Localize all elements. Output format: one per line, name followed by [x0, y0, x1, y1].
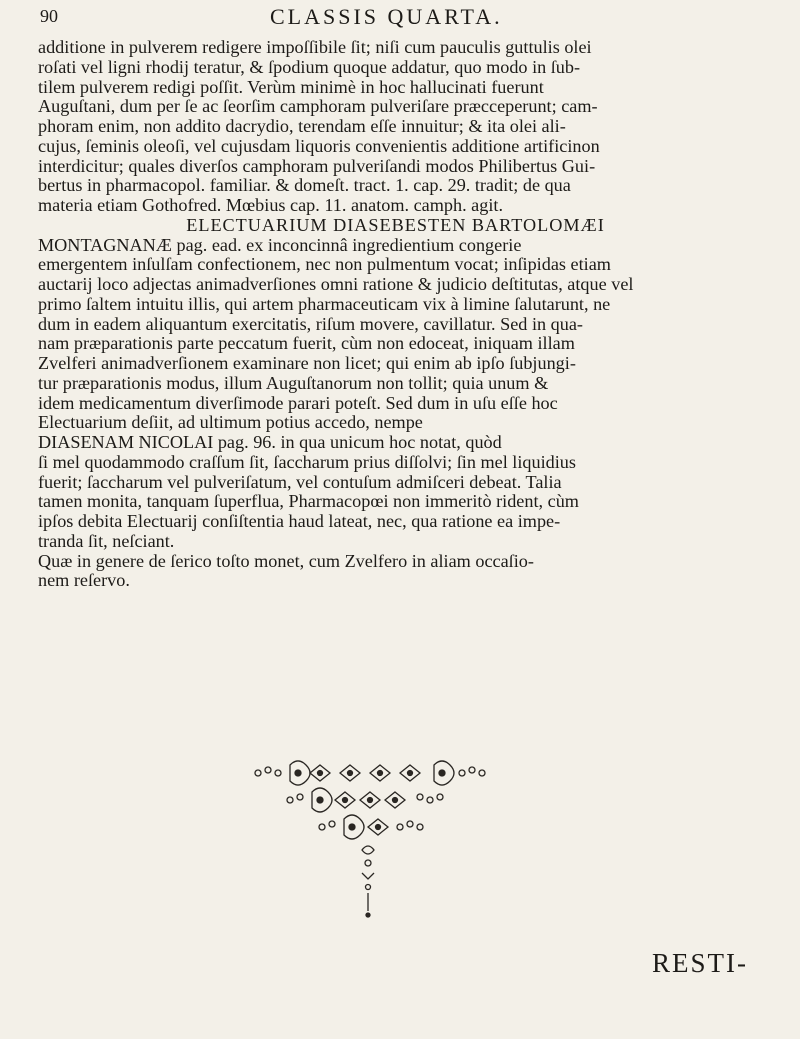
- text-line: Auguſtani, dum per ſe ac ſeorſim camphoram pulveriſare præcceperunt; cam-: [38, 97, 598, 117]
- text-line: Quæ in genere de ſerico toſto monet, cum Zvelfero in aliam occaſio-: [38, 551, 534, 571]
- text-line: tranda ſit, neſciant.: [38, 531, 175, 551]
- text-line: ſi mel quodammodo craſſum ſit, ſaccharum prius diſſolvi; ſin mel liquidius: [38, 452, 576, 472]
- text-line: ipſos debita Electuarij conſiſtentia haud lateat, nec, qua ratione ea impe-: [38, 512, 561, 531]
- page-header: [40, 4, 760, 38]
- tailpiece-ornament: [240, 755, 500, 930]
- text-line: Electuarium deſiit, ad ultimum potius accedo, nempe: [38, 413, 423, 433]
- text-line: interdicitur; quales diverſos camphoram pulveriſandi modos Philibertus Gui-: [38, 156, 596, 176]
- text-line: auctarij loco adjectas animadverſiones omni ratione & judicio deſtitutas, atque vel: [38, 275, 634, 294]
- page-number: 90: [40, 6, 58, 26]
- text-line: tamen monita, tanquam ſuperflua, Pharmacopœi non immeritò rident, cùm: [38, 492, 579, 512]
- ornament-row-lower: [319, 815, 423, 839]
- text-line: fuerit; ſaccharum vel pulveriſatum, vel contuſum admiſceri debeat. Talia: [38, 472, 562, 492]
- catchword: RESTI-: [652, 948, 748, 978]
- text-line: Zvelferi animadverſionem examinare non licet; qui enim ab ipſo ſubjungi-: [38, 354, 576, 373]
- text-line: cujus, ſeminis oleoſi, vel cujusdam liquoris convenientis additione artificinon: [38, 136, 600, 156]
- ornament-row-middle: [287, 788, 443, 812]
- text-line: roſati vel ligni rhodij teratur, & ſpodium quoque addatur, quo modo in ſub-: [38, 57, 581, 77]
- text-line: MONTAGNANÆ pag. ead. ex inconcinnâ ingredientium congerie: [38, 235, 522, 255]
- text-line: materia etiam Gothofred. Mœbius cap. 11. anatom. camph. agit.: [38, 196, 503, 215]
- text-line: DIASENAM NICOLAI pag. 96. in qua unicum hoc notat, quòd: [38, 433, 502, 452]
- text-line: nem reſervo.: [38, 571, 130, 591]
- text-line: idem medicamentum diverſimode parari poteſt. Sed dum in uſu eſſe hoc: [38, 393, 558, 413]
- text-line: tilem pulverem redigi poſſit. Verùm minimè in hoc hallucinati fuerunt: [38, 77, 544, 97]
- text-line: dum in eadem aliquantum exercitatis, riſum movere, cavillatur. Sed in qua-: [38, 314, 583, 334]
- text-line: additione in pulverem redigere impoſſibile ſit; niſi cum pauculis guttulis olei: [38, 38, 592, 57]
- text-line: tur præparationis modus, illum Auguſtanorum non tollit; quia unum &: [38, 373, 549, 393]
- text-line: bertus in pharmacopol. familiar. & domeſt. tract. 1. cap. 29. tradit; de qua: [38, 176, 571, 196]
- body-text: [38, 38, 753, 591]
- running-head: CLASSIS QUARTA.: [270, 4, 503, 29]
- ornament-row-top: [255, 761, 485, 785]
- ornament-pendant: [362, 846, 374, 917]
- text-line: primo ſaltem intuitu illis, qui artem pharmaceuticam vix à limine ſalutarunt, ne: [38, 294, 611, 314]
- section-heading: ELECTUARIUM DIASEBESTEN BARTOLOMÆI: [186, 215, 605, 235]
- text-line: emergentem inſulſam confectionem, nec non pulmentum vocat; inſipidas etiam: [38, 255, 611, 275]
- text-line: nam præparationis parte peccatum fuerit, cùm non edoceat, iniquam illam: [38, 334, 575, 354]
- text-line: phoram enim, non addito dacrydio, terendam eſſe innuitur; & ita olei ali-: [38, 117, 566, 136]
